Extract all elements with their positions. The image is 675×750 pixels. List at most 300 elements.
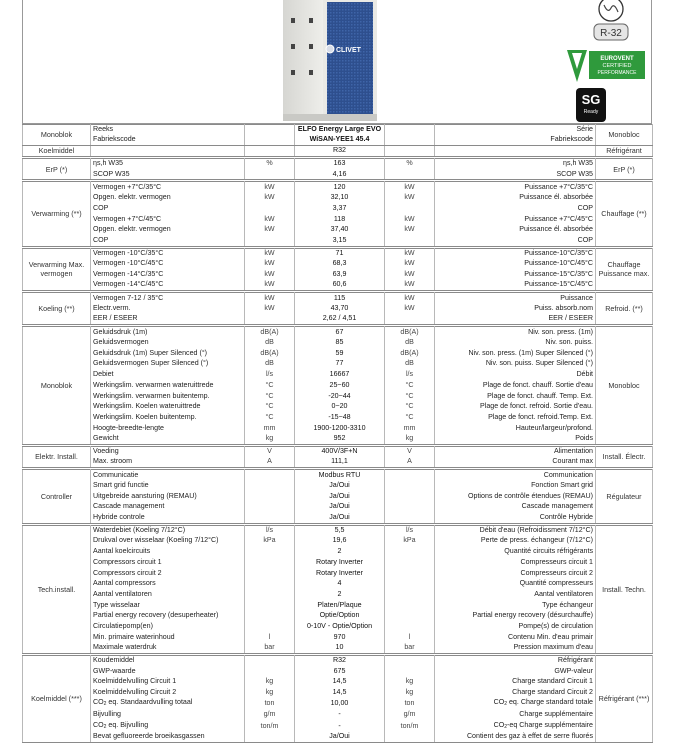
parameter-label-nl: Aantal compressors (91, 579, 245, 590)
parameter-label-nl: ηs,h W35 (91, 159, 245, 170)
unit-fr (385, 169, 435, 180)
parameter-label-nl: Vermogen -10°C/45°C (91, 259, 245, 270)
spec-value: 3,37 (295, 203, 385, 214)
unit-nl (245, 491, 295, 502)
unit-fr (385, 589, 435, 600)
parameter-label-fr: Alimentation (435, 446, 596, 457)
product-header (22, 0, 652, 124)
unit-nl (245, 470, 295, 481)
unit-nl: dB (245, 338, 295, 349)
spec-value: ELFO Energy Large EVO (295, 125, 385, 136)
parameter-label-fr: Compresseurs circuit 1 (435, 557, 596, 568)
unit-nl: kW (245, 259, 295, 270)
spec-row (23, 481, 653, 492)
unit-nl (245, 502, 295, 513)
spec-row (23, 688, 653, 699)
parameter-label-nl: Min. primaire waterinhoud (91, 632, 245, 643)
parameter-label-fr: Puissance él. absorbée (435, 225, 596, 236)
spec-row (23, 412, 653, 423)
specification-table (22, 124, 653, 743)
unit-nl: kW (245, 248, 295, 259)
spec-row (23, 314, 653, 325)
unit-nl: °C (245, 380, 295, 391)
parameter-label-nl: $CO_2$ eq. Bijvulling (91, 721, 245, 733)
parameter-label-nl: Vermogen -14°C/35°C (91, 269, 245, 280)
spec-row (23, 182, 653, 193)
spec-value: 111,1 (295, 457, 385, 468)
parameter-label-nl: Circulatiepomp(en) (91, 621, 245, 632)
spec-value: 115 (295, 293, 385, 304)
spec-value: 118 (295, 214, 385, 225)
spec-row (23, 169, 653, 180)
parameter-label-fr: Partial energy recovery (désurchauffe) (435, 611, 596, 622)
unit-fr (385, 203, 435, 214)
spec-value: WiSAN-YEE1 45.4 (295, 135, 385, 146)
unit-nl (245, 600, 295, 611)
unit-nl: °C (245, 402, 295, 413)
parameter-label-fr: Puissance +7°C/35°C (435, 182, 596, 193)
parameter-label-nl: Koelmiddelvulling Circuit 1 (91, 677, 245, 688)
parameter-label-fr: Charge standard Circuit 2 (435, 688, 596, 699)
unit-nl: kW (245, 225, 295, 236)
eurovent-certified-badge (566, 49, 646, 83)
brand-logo: CLIVET (336, 47, 361, 54)
parameter-label-fr: Puiss. absorb.nom (435, 304, 596, 315)
spec-value: 970 (295, 632, 385, 643)
spec-value: 16667 (295, 370, 385, 381)
parameter-label-fr: Charge supplémentaire (435, 710, 596, 721)
unit-fr: °C (385, 391, 435, 402)
parameter-label-fr: Débit (435, 370, 596, 381)
parameter-label-fr: Pompe(s) de circulation (435, 621, 596, 632)
group-label-fr: Refroid. (**) (596, 293, 653, 325)
unit-fr: kW (385, 225, 435, 236)
spec-row (23, 732, 653, 743)
spec-value: 63,9 (295, 269, 385, 280)
parameter-label-fr: Puissance-10°C/35°C (435, 248, 596, 259)
parameter-label-nl: Werkingslim. verwarmen wateruittrede (91, 380, 245, 391)
unit-fr: dB(A) (385, 327, 435, 338)
unit-nl: l/s (245, 525, 295, 536)
parameter-label-fr: Communication (435, 470, 596, 481)
group-label-fr: Réfrigérant (***) (596, 656, 653, 743)
spec-value: 400V/3F+N (295, 446, 385, 457)
group-label-nl: Tech.install. (23, 525, 91, 653)
parameter-label-fr: Contrôle Hybride (435, 513, 596, 524)
parameter-label-nl: Bevat gefluoreerde broeikasgassen (91, 732, 245, 743)
parameter-label-fr: Contenu Min. d'eau primair (435, 632, 596, 643)
spec-row (23, 589, 653, 600)
spec-row (23, 146, 653, 157)
spec-value: Ja/Oui (295, 513, 385, 524)
unit-nl: l/s (245, 370, 295, 381)
unit-fr (385, 557, 435, 568)
parameter-label-nl: Koudemiddel (91, 656, 245, 667)
parameter-label-fr: Quantité compresseurs (435, 579, 596, 590)
parameter-label-fr: Réfrigérant (435, 656, 596, 667)
parameter-label-nl: Fabriekscode (91, 135, 245, 146)
spec-row (23, 491, 653, 502)
spec-row (23, 370, 653, 381)
group-label-fr: Monobloc (596, 327, 653, 445)
unit-nl (245, 656, 295, 667)
unit-fr: kW (385, 280, 435, 291)
sg-ready-badge: SG Ready (576, 88, 606, 122)
parameter-label-nl: Type wisselaar (91, 600, 245, 611)
spec-value: 43,70 (295, 304, 385, 315)
spec-value: Ja/Oui (295, 502, 385, 513)
unit-fr (385, 611, 435, 622)
unit-nl (245, 589, 295, 600)
parameter-label-fr: Série (435, 125, 596, 136)
svg-text:CERTIFIED: CERTIFIED (602, 63, 632, 69)
svg-text:R-32: R-32 (600, 28, 622, 39)
parameter-label-fr: Puissance-15°C/35°C (435, 269, 596, 280)
group-label-fr: Régulateur (596, 470, 653, 523)
unit-fr: V (385, 446, 435, 457)
spec-value: 37,40 (295, 225, 385, 236)
group-label-fr: Monobloc (596, 125, 653, 146)
group-label-nl: Monoblok (23, 327, 91, 445)
spec-row (23, 513, 653, 524)
unit-nl: kW (245, 269, 295, 280)
spec-row (23, 327, 653, 338)
unit-fr (385, 314, 435, 325)
parameter-label-fr: Niv. son. puiss. (435, 338, 596, 349)
spec-value: 60,6 (295, 280, 385, 291)
unit-nl (245, 235, 295, 246)
heat-pump-product-image (261, 0, 393, 121)
spec-value: 952 (295, 434, 385, 445)
spec-value: 2,62 / 4,51 (295, 314, 385, 325)
spec-row (23, 721, 653, 733)
spec-row (23, 698, 653, 710)
parameter-label-fr: Courant max (435, 457, 596, 468)
unit-fr: ton (385, 698, 435, 710)
spec-row (23, 225, 653, 236)
parameter-label-nl: Koelmiddelvulling Circuit 2 (91, 688, 245, 699)
unit-fr: kW (385, 248, 435, 259)
parameter-label-fr: Plage de fonct. refroid.Temp. Ext. (435, 412, 596, 423)
spec-row (23, 632, 653, 643)
spec-row (23, 304, 653, 315)
spec-row (23, 135, 653, 146)
unit-nl (245, 481, 295, 492)
spec-value: 10 (295, 643, 385, 654)
unit-nl: °C (245, 391, 295, 402)
parameter-label-nl: Electr.verm. (91, 304, 245, 315)
spec-value: 77 (295, 359, 385, 370)
unit-nl (245, 568, 295, 579)
spec-row (23, 159, 653, 170)
unit-nl: dB(A) (245, 327, 295, 338)
spec-row (23, 348, 653, 359)
group-label-nl: Verwarming Max. vermogen (23, 248, 91, 291)
parameter-label-fr: Contient des gaz à effet de serre fluorés (435, 732, 596, 743)
unit-fr: kW (385, 182, 435, 193)
spec-value: 0~20 (295, 402, 385, 413)
unit-fr: l/s (385, 370, 435, 381)
parameter-label-nl: Opgen. elektr. vermogen (91, 193, 245, 204)
unit-fr: l/s (385, 525, 435, 536)
spec-row (23, 579, 653, 590)
spec-value: 1900-1200-3310 (295, 423, 385, 434)
parameter-label-nl: Hybride controle (91, 513, 245, 524)
spec-value: Ja/Oui (295, 491, 385, 502)
unit-nl: dB (245, 359, 295, 370)
group-label-nl: ErP (*) (23, 159, 91, 180)
svg-text:PERFORMANCE: PERFORMANCE (597, 70, 637, 76)
unit-fr: °C (385, 402, 435, 413)
parameter-label-fr: $CO_2-eq$ Charge supplémentaire (435, 721, 596, 733)
unit-nl: A (245, 457, 295, 468)
unit-fr (385, 491, 435, 502)
unit-nl (245, 557, 295, 568)
parameter-label-fr: Perte de press. échangeur (7/12°C) (435, 536, 596, 547)
parameter-label-nl: Vermogen +7°C/45°C (91, 214, 245, 225)
spec-value: R32 (295, 656, 385, 667)
group-label-nl: Koelmiddel (***) (23, 656, 91, 743)
unit-fr: kW (385, 214, 435, 225)
parameter-label-fr: ηs,h W35 (435, 159, 596, 170)
group-label-fr: ErP (*) (596, 159, 653, 180)
unit-nl (245, 135, 295, 146)
unit-nl: dB(A) (245, 348, 295, 359)
unit-fr: kPa (385, 536, 435, 547)
spec-value: - (295, 721, 385, 733)
spec-row (23, 568, 653, 579)
unit-fr (385, 235, 435, 246)
spec-value: 675 (295, 666, 385, 677)
parameter-label-nl: Opgen. elektr. vermogen (91, 225, 245, 236)
parameter-label-fr: Fonction Smart grid (435, 481, 596, 492)
unit-nl: kPa (245, 536, 295, 547)
parameter-label-nl: Geluidsdruk (1m) Super Silenced (°) (91, 348, 245, 359)
spec-row (23, 125, 653, 136)
unit-fr: kg (385, 434, 435, 445)
parameter-label-nl: Aantal koelcircuits (91, 547, 245, 558)
unit-nl (245, 203, 295, 214)
parameter-label-fr: COP (435, 235, 596, 246)
unit-fr: °C (385, 380, 435, 391)
parameter-label-fr: Fabriekscode (435, 135, 596, 146)
parameter-label-nl: Maximale waterdruk (91, 643, 245, 654)
group-label-fr: Chauffage Puissance max. (596, 248, 653, 291)
parameter-label-nl: Bijvulling (91, 710, 245, 721)
spec-value: 59 (295, 348, 385, 359)
unit-nl: kg (245, 434, 295, 445)
spec-value: Ja/Oui (295, 732, 385, 743)
unit-nl (245, 579, 295, 590)
unit-fr: kW (385, 304, 435, 315)
spec-row (23, 203, 653, 214)
group-label-nl: Koelmiddel (23, 146, 91, 157)
spec-row (23, 402, 653, 413)
spec-value: 2 (295, 589, 385, 600)
unit-fr: kg (385, 688, 435, 699)
parameter-label-nl: Vermogen 7-12 / 35°C (91, 293, 245, 304)
spec-row (23, 293, 653, 304)
unit-fr (385, 579, 435, 590)
spec-value: Modbus RTU (295, 470, 385, 481)
parameter-label-fr: Cascade management (435, 502, 596, 513)
unit-nl: kW (245, 293, 295, 304)
parameter-label-nl: Smart grid functie (91, 481, 245, 492)
unit-fr (385, 666, 435, 677)
parameter-label-nl: Vermogen -14°C/45°C (91, 280, 245, 291)
parameter-label-nl: Gewicht (91, 434, 245, 445)
parameter-label-nl: Geluidsvermogen (91, 338, 245, 349)
parameter-label-nl: Hoogte-breedte-lengte (91, 423, 245, 434)
spec-row (23, 611, 653, 622)
unit-fr: l (385, 632, 435, 643)
unit-nl (245, 314, 295, 325)
unit-nl: kg (245, 688, 295, 699)
spec-row (23, 470, 653, 481)
unit-nl (245, 732, 295, 743)
unit-nl: bar (245, 643, 295, 654)
spec-value: 4,16 (295, 169, 385, 180)
unit-fr (385, 125, 435, 136)
spec-row (23, 259, 653, 270)
unit-fr: kW (385, 293, 435, 304)
unit-fr: dB (385, 359, 435, 370)
unit-nl (245, 611, 295, 622)
unit-nl (245, 125, 295, 136)
parameter-label-nl: Vermogen -10°C/35°C (91, 248, 245, 259)
parameter-label-nl: SCOP W35 (91, 169, 245, 180)
parameter-label-nl: Geluidsvermogen Super Silenced (°) (91, 359, 245, 370)
parameter-label-fr: SCOP W35 (435, 169, 596, 180)
unit-fr: kW (385, 193, 435, 204)
unit-fr: kW (385, 269, 435, 280)
parameter-label-fr: EER / ESEER (435, 314, 596, 325)
parameter-label-fr: Débit d'eau (Refroidissment 7/12°C) (435, 525, 596, 536)
spec-row (23, 446, 653, 457)
parameter-label-fr: Type échangeur (435, 600, 596, 611)
parameter-label-fr: COP (435, 203, 596, 214)
unit-nl: % (245, 159, 295, 170)
parameter-label-nl: Werkingslim. Koelen buitentemp. (91, 412, 245, 423)
parameter-label-nl: COP (91, 235, 245, 246)
spec-value: 14,5 (295, 677, 385, 688)
parameter-label-fr: Options de contrôle étendues (REMAU) (435, 491, 596, 502)
parameter-label-nl: GWP-waarde (91, 666, 245, 677)
spec-row (23, 248, 653, 259)
unit-fr: °C (385, 412, 435, 423)
spec-value: 67 (295, 327, 385, 338)
parameter-label-fr: Charge standard Circuit 1 (435, 677, 596, 688)
spec-value: 32,10 (295, 193, 385, 204)
spec-row (23, 677, 653, 688)
parameter-label-fr: Niv. son. press. (1m) (435, 327, 596, 338)
unit-fr (385, 146, 435, 157)
unit-nl (245, 666, 295, 677)
unit-nl (245, 146, 295, 157)
parameter-label-nl: COP (91, 203, 245, 214)
spec-row (23, 621, 653, 632)
parameter-label-fr: Puissance +7°C/45°C (435, 214, 596, 225)
parameter-label-nl: Drukval over wisselaar (Koeling 7/12°C) (91, 536, 245, 547)
group-label-fr: Réfrigérant (596, 146, 653, 157)
unit-nl: ton/m (245, 721, 295, 733)
unit-fr (385, 502, 435, 513)
spec-value: 14,5 (295, 688, 385, 699)
spec-row (23, 359, 653, 370)
spec-value: 85 (295, 338, 385, 349)
spec-row (23, 457, 653, 468)
parameter-label-nl: Geluidsdruk (1m) (91, 327, 245, 338)
unit-fr (385, 547, 435, 558)
unit-nl (245, 169, 295, 180)
spec-row (23, 547, 653, 558)
spec-value: 68,3 (295, 259, 385, 270)
unit-fr: g/m (385, 710, 435, 721)
spec-value: - (295, 710, 385, 721)
parameter-label-fr: Puissance-10°C/45°C (435, 259, 596, 270)
spec-row (23, 525, 653, 536)
spec-value: Rotary Inverter (295, 568, 385, 579)
group-label-fr: Install. Techn. (596, 525, 653, 653)
parameter-label-nl: Debiet (91, 370, 245, 381)
spec-row (23, 338, 653, 349)
spec-row (23, 380, 653, 391)
parameter-label-nl: $CO_2$ eq. Standaardvulling totaal (91, 698, 245, 710)
group-label-nl: Monoblok (23, 125, 91, 146)
group-label-nl: Controller (23, 470, 91, 523)
parameter-label-nl: Voeding (91, 446, 245, 457)
parameter-label-fr: Aantal ventilatoren (435, 589, 596, 600)
spec-row (23, 502, 653, 513)
unit-nl: l (245, 632, 295, 643)
parameter-label-nl: EER / ESEER (91, 314, 245, 325)
parameter-label-fr: Hauteur/largeur/profond. (435, 423, 596, 434)
parameter-label-fr: Puissance (435, 293, 596, 304)
parameter-label-fr (435, 146, 596, 157)
unit-fr (385, 600, 435, 611)
unit-nl: g/m (245, 710, 295, 721)
unit-fr (385, 470, 435, 481)
parameter-label-fr: Pression maximum d'eau (435, 643, 596, 654)
spec-row (23, 235, 653, 246)
spec-value: 71 (295, 248, 385, 259)
unit-fr: A (385, 457, 435, 468)
unit-nl: kW (245, 193, 295, 204)
unit-nl: kW (245, 304, 295, 315)
spec-row (23, 434, 653, 445)
unit-nl: kW (245, 280, 295, 291)
unit-nl: kW (245, 182, 295, 193)
unit-fr (385, 481, 435, 492)
unit-fr (385, 656, 435, 667)
spec-row (23, 269, 653, 280)
spec-row (23, 600, 653, 611)
group-label-nl: Verwarming (**) (23, 182, 91, 246)
parameter-label-nl: Compressors circuit 1 (91, 557, 245, 568)
unit-fr: bar (385, 643, 435, 654)
spec-value: 25~60 (295, 380, 385, 391)
unit-fr: % (385, 159, 435, 170)
parameter-label-fr: Niv. son. press. (1m) Super Silenced (°) (435, 348, 596, 359)
parameter-label-fr: GWP-valeur (435, 666, 596, 677)
unit-nl: mm (245, 423, 295, 434)
unit-fr (385, 513, 435, 524)
spec-row (23, 656, 653, 667)
unit-nl (245, 621, 295, 632)
spec-value: Ja/Oui (295, 481, 385, 492)
parameter-label-fr: Compresseurs circuit 2 (435, 568, 596, 579)
unit-nl (245, 547, 295, 558)
